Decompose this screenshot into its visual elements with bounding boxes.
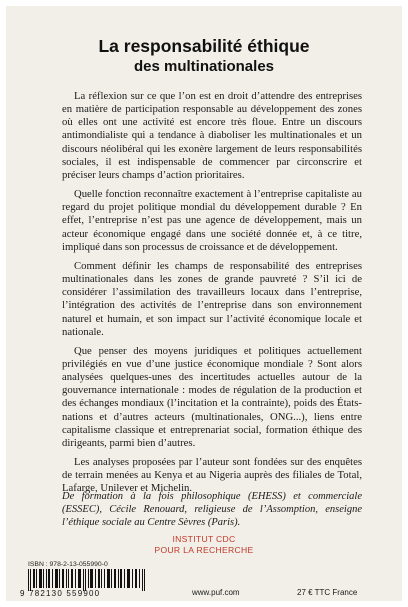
author-bio-text: De formation à la fois philosophique (EHESS) et commerciale (ESSEC), Cécile Renouard, religieuse de l’Assomption, enseigne l’éthique sociale au Centre Sèvres (Paris).: [62, 491, 362, 528]
paragraph: La réflexion sur ce que l’on est en droit d’attendre des entreprises en matière de participation responsable au développement des zones où elles ont une activité est encore très floue. Entre un discours antimondialiste qui a tendance à diaboliser les multinationales et un discours néolibéral qui les exonère largement de leurs responsabilités sociales, il est indispensable de commencer par circonscrire et préciser leurs champs d’action prioritaires.: [62, 90, 362, 181]
isbn: ISBN : 978-2-13-055990-0: [28, 561, 108, 568]
paragraph: Que penser des moyens juridiques et politiques actuellement privilégiés en vue d’une justice économique mondiale ? Sont alors analysées quelques-unes des incertitudes actuelles autour de la gouvernance internationale : modes de régulation de la production et des échanges mondiaux (l’incitation et la contrainte), poids des États-nations et d’autres acteurs (multinationales, ONG...), liens entre capitalisme classique et entreprenariat social, formation éthique des dirigeants, parmi bien d’autres.: [62, 344, 362, 449]
price: 27 € TTC France: [297, 588, 358, 597]
author-bio: [62, 490, 362, 529]
title-line-1: La responsabilité éthique: [98, 36, 310, 56]
publisher-url: www.puf.com: [192, 588, 240, 597]
barcode-digits: 9 782130 559900: [20, 589, 101, 598]
paragraph: Comment définir les champs de responsabilité des entreprises multinationales dans les zones de grande pauvreté ? S’il ici de considérer l’assimilation des travailleurs locaux dans l’entreprise, l’intégration des activités de l’entreprise dans son environnement naturel et humain, et son impact sur l’activité économique locale et nationale.: [62, 259, 362, 338]
summary-text: [62, 90, 362, 502]
title-line-2: des multinationales: [133, 58, 275, 75]
paragraph: Les analyses proposées par l’auteur sont fondées sur des enquêtes de terrain menées au Kenya et au Nigeria auprès des filiales de Total, Lafarge, Unilever et Michelin.: [62, 456, 362, 495]
paragraph: Quelle fonction reconnaître exactement à l’entreprise capitaliste au regard du projet politique mondial du développement durable ? En effet, l’entreprise n’est pas une agence de développement, mais un acteur économique engagé dans une société donnée et, à ce titre, impliqué dans son processus de croissance et de développement.: [62, 188, 362, 253]
institute-subtitle: POUR LA RECHERCHE: [154, 545, 254, 555]
institute-name: INSTITUT CDC: [172, 534, 236, 544]
back-cover: [6, 6, 402, 601]
barcode-icon: [28, 569, 146, 591]
